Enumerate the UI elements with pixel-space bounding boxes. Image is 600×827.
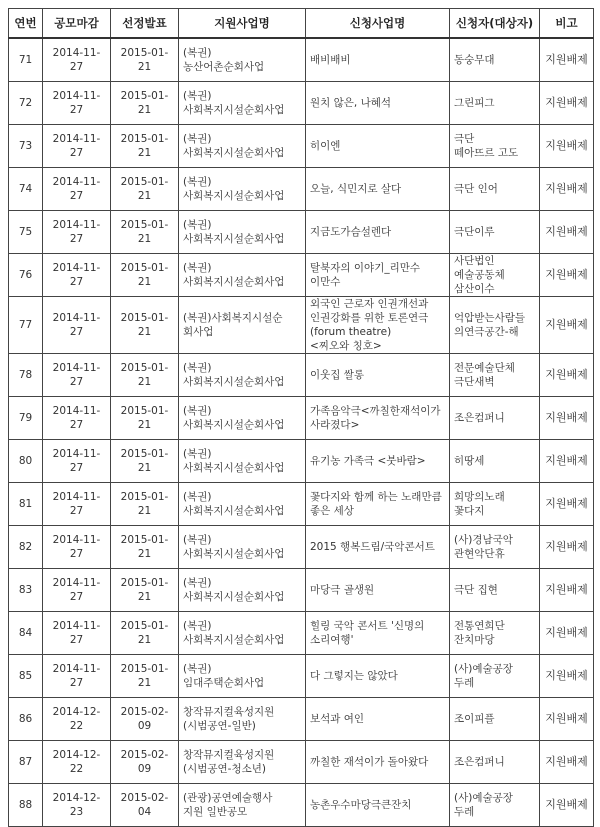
serial-no-cell: 79 <box>9 397 43 440</box>
project-cell: 농촌우수마당극큰잔치 <box>306 784 450 827</box>
remarks-cell: 지원배제 <box>540 784 594 827</box>
announcement-cell: 2015-01-21 <box>111 254 179 297</box>
applicant-cell: 그린피그 <box>450 82 540 125</box>
support-program-cell: (복권) 사회복지시설순회사업 <box>179 254 306 297</box>
remarks-cell: 지원배제 <box>540 354 594 397</box>
remarks-cell: 지원배제 <box>540 655 594 698</box>
table-header-row <box>9 9 594 39</box>
remarks-cell: 지원배제 <box>540 297 594 354</box>
support-program-cell: (복권) 사회복지시설순회사업 <box>179 397 306 440</box>
announcement-cell: 2015-01-21 <box>111 82 179 125</box>
project-cell: 보석과 여인 <box>306 698 450 741</box>
announcement-cell: 2015-01-21 <box>111 440 179 483</box>
announcement-cell: 2015-01-21 <box>111 655 179 698</box>
serial-no-cell: 80 <box>9 440 43 483</box>
serial-no-cell: 87 <box>9 741 43 784</box>
applicant-cell: (사)예술공장 두레 <box>450 784 540 827</box>
support-program-cell: (복권) 사회복지시설순회사업 <box>179 440 306 483</box>
serial-no-cell: 71 <box>9 38 43 82</box>
serial-no-cell: 81 <box>9 483 43 526</box>
announcement-cell: 2015-01-21 <box>111 125 179 168</box>
serial-no-cell: 86 <box>9 698 43 741</box>
remarks-cell: 지원배제 <box>540 125 594 168</box>
project-cell: 유기농 가족극 <붓바람> <box>306 440 450 483</box>
applicant-cell: 조은컴퍼니 <box>450 397 540 440</box>
applicant-cell: 조이피플 <box>450 698 540 741</box>
serial-no-cell: 82 <box>9 526 43 569</box>
remarks-cell: 지원배제 <box>540 741 594 784</box>
project-cell: 꽃다지와 함께 하는 노래만큼 좋은 세상 <box>306 483 450 526</box>
announcement-cell: 2015-02-09 <box>111 698 179 741</box>
announcement-cell: 2015-01-21 <box>111 397 179 440</box>
table-row <box>9 38 594 82</box>
support-program-cell: (복권) 사회복지시설순회사업 <box>179 168 306 211</box>
table-row <box>9 211 594 254</box>
deadline-cell: 2014-11-27 <box>43 211 111 254</box>
support-program-cell: (복권)사회복지시설순 회사업 <box>179 297 306 354</box>
support-program-cell: (관광)공연예술행사 지원 일반공모 <box>179 784 306 827</box>
applicant-cell: 극단 집현 <box>450 569 540 612</box>
deadline-cell: 2014-11-27 <box>43 168 111 211</box>
support-program-cell: (복권) 임대주택순회사업 <box>179 655 306 698</box>
deadline-cell: 2014-11-27 <box>43 569 111 612</box>
serial-no-cell: 85 <box>9 655 43 698</box>
project-cell: 2015 행복드림/국악콘서트 <box>306 526 450 569</box>
project-cell: 외국인 근로자 인권개선과 인권강화를 위한 토론연극 (forum theatre) <찌오와 칭호> <box>306 297 450 354</box>
deadline-cell: 2014-12-23 <box>43 784 111 827</box>
remarks-cell: 지원배제 <box>540 168 594 211</box>
header-applicant: 신청자(대상자) <box>450 9 540 39</box>
table-row <box>9 168 594 211</box>
deadline-cell: 2014-11-27 <box>43 354 111 397</box>
announcement-cell: 2015-02-04 <box>111 784 179 827</box>
remarks-cell: 지원배제 <box>540 569 594 612</box>
support-program-cell: (복권) 사회복지시설순회사업 <box>179 483 306 526</box>
header-remarks: 비고 <box>540 9 594 39</box>
announcement-cell: 2015-01-21 <box>111 612 179 655</box>
project-cell: 배비배비 <box>306 38 450 82</box>
support-program-cell: (복권) 사회복지시설순회사업 <box>179 612 306 655</box>
support-program-cell: 창작뮤지컬육성지원 (시범공연-청소년) <box>179 741 306 784</box>
project-cell: 까칠한 재석이가 돌아왔다 <box>306 741 450 784</box>
applicant-cell: (사)경남국악 관현악단휴 <box>450 526 540 569</box>
deadline-cell: 2014-11-27 <box>43 526 111 569</box>
support-program-cell: (복권) 농산어촌순회사업 <box>179 38 306 82</box>
deadline-cell: 2014-11-27 <box>43 82 111 125</box>
serial-no-cell: 76 <box>9 254 43 297</box>
applicant-cell: 억압받는사람들 의연극공간-해 <box>450 297 540 354</box>
announcement-cell: 2015-01-21 <box>111 38 179 82</box>
remarks-cell: 지원배제 <box>540 211 594 254</box>
serial-no-cell: 73 <box>9 125 43 168</box>
applicant-cell: 동숭무대 <box>450 38 540 82</box>
table-row <box>9 784 594 827</box>
announcement-cell: 2015-02-09 <box>111 741 179 784</box>
table-row <box>9 741 594 784</box>
table-row <box>9 397 594 440</box>
announcement-cell: 2015-01-21 <box>111 483 179 526</box>
deadline-cell: 2014-11-27 <box>43 397 111 440</box>
serial-no-cell: 84 <box>9 612 43 655</box>
project-cell: 지금도가슴설렌다 <box>306 211 450 254</box>
serial-no-cell: 72 <box>9 82 43 125</box>
project-cell: 탈북자의 이야기_리만수 이만수 <box>306 254 450 297</box>
remarks-cell: 지원배제 <box>540 440 594 483</box>
announcement-cell: 2015-01-21 <box>111 168 179 211</box>
project-cell: 힐링 국악 콘서트 '신명의 소리여행' <box>306 612 450 655</box>
support-program-cell: (복권) 사회복지시설순회사업 <box>179 125 306 168</box>
deadline-cell: 2014-12-22 <box>43 698 111 741</box>
support-program-cell: (복권) 사회복지시설순회사업 <box>179 526 306 569</box>
applicant-cell: (사)예술공장 두레 <box>450 655 540 698</box>
table-row <box>9 297 594 354</box>
table-row <box>9 125 594 168</box>
deadline-cell: 2014-11-27 <box>43 38 111 82</box>
serial-no-cell: 77 <box>9 297 43 354</box>
header-support-program: 지원사업명 <box>179 9 306 39</box>
header-applied-project: 신청사업명 <box>306 9 450 39</box>
serial-no-cell: 78 <box>9 354 43 397</box>
table-row <box>9 440 594 483</box>
applicant-cell: 전통연희단 잔치마당 <box>450 612 540 655</box>
table-row <box>9 254 594 297</box>
remarks-cell: 지원배제 <box>540 612 594 655</box>
serial-no-cell: 88 <box>9 784 43 827</box>
project-cell: 가족음악극<까칠한재석이가 사라졌다> <box>306 397 450 440</box>
serial-no-cell: 74 <box>9 168 43 211</box>
support-program-cell: (복권) 사회복지시설순회사업 <box>179 354 306 397</box>
deadline-cell: 2014-11-27 <box>43 125 111 168</box>
project-cell: 원치 않은, 나혜석 <box>306 82 450 125</box>
applicant-cell: 극단 떼아뜨르 고도 <box>450 125 540 168</box>
support-exclusion-table <box>8 8 594 827</box>
remarks-cell: 지원배제 <box>540 254 594 297</box>
announcement-cell: 2015-01-21 <box>111 211 179 254</box>
deadline-cell: 2014-12-22 <box>43 741 111 784</box>
table-row <box>9 569 594 612</box>
table-body <box>9 38 594 827</box>
remarks-cell: 지원배제 <box>540 82 594 125</box>
remarks-cell: 지원배제 <box>540 483 594 526</box>
header-selection-announcement: 선정발표 <box>111 9 179 39</box>
applicant-cell: 히땅세 <box>450 440 540 483</box>
deadline-cell: 2014-11-27 <box>43 440 111 483</box>
announcement-cell: 2015-01-21 <box>111 354 179 397</box>
table-row <box>9 526 594 569</box>
project-cell: 마당극 골생원 <box>306 569 450 612</box>
table-row <box>9 698 594 741</box>
table-row <box>9 612 594 655</box>
header-serial-no: 연번 <box>9 9 43 39</box>
support-program-cell: (복권) 사회복지시설순회사업 <box>179 82 306 125</box>
deadline-cell: 2014-11-27 <box>43 612 111 655</box>
announcement-cell: 2015-01-21 <box>111 297 179 354</box>
remarks-cell: 지원배제 <box>540 526 594 569</box>
support-program-cell: 창작뮤지컬육성지원 (시범공연-일반) <box>179 698 306 741</box>
header-application-deadline: 공모마감 <box>43 9 111 39</box>
serial-no-cell: 83 <box>9 569 43 612</box>
serial-no-cell: 75 <box>9 211 43 254</box>
deadline-cell: 2014-11-27 <box>43 655 111 698</box>
remarks-cell: 지원배제 <box>540 38 594 82</box>
deadline-cell: 2014-11-27 <box>43 483 111 526</box>
deadline-cell: 2014-11-27 <box>43 254 111 297</box>
applicant-cell: 사단법인 예술공동체 삼산이수 <box>450 254 540 297</box>
table-row <box>9 82 594 125</box>
announcement-cell: 2015-01-21 <box>111 569 179 612</box>
applicant-cell: 조은컴퍼니 <box>450 741 540 784</box>
support-program-cell: (복권) 사회복지시설순회사업 <box>179 211 306 254</box>
applicant-cell: 극단 인어 <box>450 168 540 211</box>
remarks-cell: 지원배제 <box>540 397 594 440</box>
applicant-cell: 전문예술단체 극단새벽 <box>450 354 540 397</box>
support-program-cell: (복권) 사회복지시설순회사업 <box>179 569 306 612</box>
project-cell: 이웃집 쌀롱 <box>306 354 450 397</box>
table-row <box>9 483 594 526</box>
table-row <box>9 655 594 698</box>
announcement-cell: 2015-01-21 <box>111 526 179 569</box>
project-cell: 오늘, 식민지로 살다 <box>306 168 450 211</box>
deadline-cell: 2014-11-27 <box>43 297 111 354</box>
applicant-cell: 희망의노래 꽃다지 <box>450 483 540 526</box>
applicant-cell: 극단이루 <box>450 211 540 254</box>
project-cell: 다 그렇지는 않았다 <box>306 655 450 698</box>
project-cell: 히이엔 <box>306 125 450 168</box>
remarks-cell: 지원배제 <box>540 698 594 741</box>
table-row <box>9 354 594 397</box>
